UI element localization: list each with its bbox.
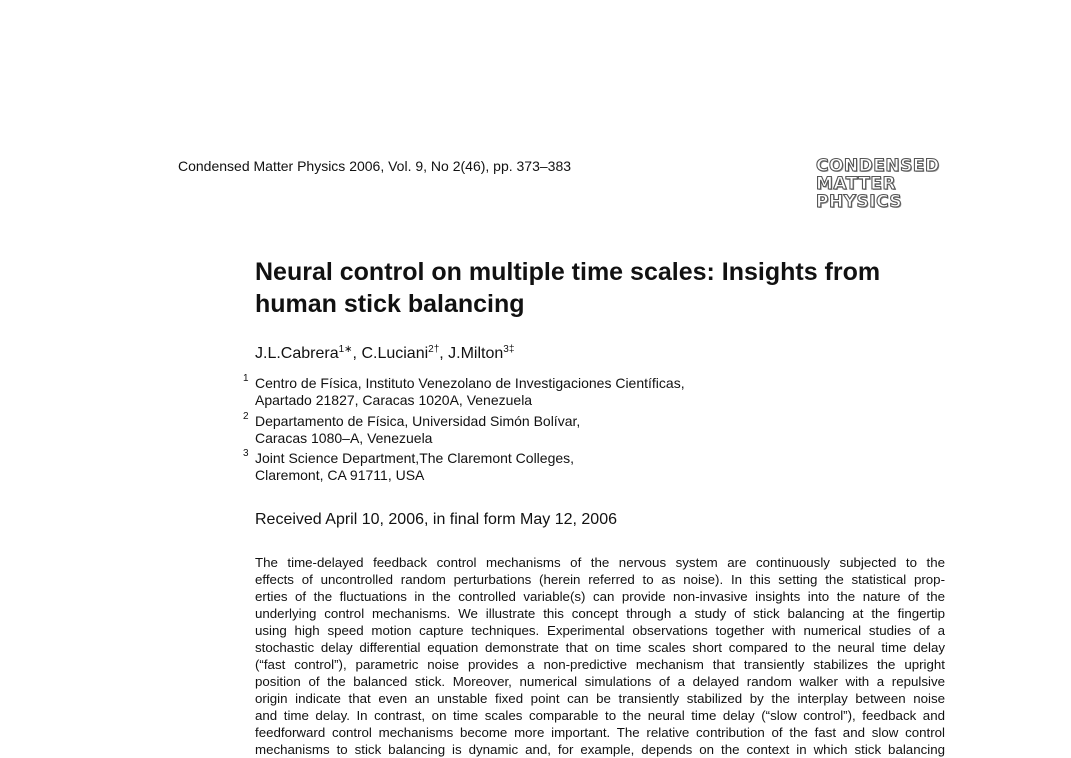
author-separator: , bbox=[439, 345, 449, 362]
affiliation-line: Centro de Física, Instituto Venezolano de Investigaciones Científicas, bbox=[255, 375, 685, 391]
author-separator: , bbox=[352, 345, 362, 362]
affiliation-number: 3 bbox=[243, 448, 249, 459]
author-name: C.Luciani bbox=[361, 345, 429, 362]
affiliation-line: Departamento de Física, Universidad Simón Bolívar, bbox=[255, 413, 581, 429]
abstract-line: position of the balanced stick. Moreover, numerical simulations of a delayed random walker with a repulsive bbox=[255, 674, 945, 689]
affiliation bbox=[243, 375, 685, 409]
author-affil-mark: 2† bbox=[428, 344, 440, 355]
title-line: Neural control on multiple time scales: Insights from bbox=[255, 258, 881, 286]
abstract-line: mechanisms to stick balancing is dynamic and, for example, depends on the context in which stick balancing bbox=[255, 742, 945, 757]
paper-title bbox=[255, 256, 955, 320]
author-affil-mark: 3‡ bbox=[503, 344, 515, 355]
title-line: human stick balancing bbox=[255, 290, 525, 318]
abstract-line: The time-delayed feedback control mechanisms of the nervous system are continuously subjected to the bbox=[255, 555, 945, 570]
logo-word: PHYSICS bbox=[816, 192, 903, 212]
abstract bbox=[255, 554, 945, 758]
affiliation-line: Apartado 21827, Caracas 1020A, Venezuela bbox=[255, 392, 533, 408]
affiliation bbox=[243, 450, 574, 484]
abstract-line: and time delay. In contrast, on time scales comparable to the neural time delay (“slow control”), feedback and bbox=[255, 708, 945, 723]
affiliation-number: 2 bbox=[243, 411, 249, 422]
abstract-line: underlying control mechanisms. We illustrate this concept through a study of stick balancing at the fingertip bbox=[255, 606, 945, 621]
logo-word: MATTER bbox=[816, 174, 897, 194]
abstract-line: (“fast control”), parametric noise provides a non-predictive mechanism that transiently stabilizes the upright bbox=[255, 657, 945, 672]
logo-word: CONDENSED bbox=[816, 156, 940, 176]
author-affil-mark: 1∗ bbox=[338, 344, 353, 355]
abstract-line: origin indicate that even an unstable fixed point can be transiently stabilized by the interplay between noise bbox=[255, 691, 945, 706]
abstract-line: effects of uncontrolled random perturbations (herein referred to as noise). In this setting the statistical prop- bbox=[255, 572, 945, 587]
journal-citation: Condensed Matter Physics 2006, Vol. 9, No 2(46), pp. 373–383 bbox=[178, 158, 572, 174]
abstract-line: feedforward control mechanisms become more important. The relative contribution of the fast and slow control bbox=[255, 725, 945, 740]
author-name: J.L.Cabrera bbox=[255, 345, 339, 362]
journal-logo bbox=[816, 157, 940, 211]
received-date: Received April 10, 2006, in final form May 12, 2006 bbox=[255, 511, 617, 528]
abstract-line: stochastic delay differential equation demonstrate that on time scales short compared to the neural time delay bbox=[255, 640, 945, 655]
abstract-line: erties of the fluctuations in the controlled variable(s) can provide non-invasive insights into the nature of the bbox=[255, 589, 945, 604]
affiliation bbox=[243, 413, 580, 447]
author-list bbox=[255, 344, 514, 364]
affiliation-number: 1 bbox=[243, 373, 249, 384]
abstract-line: using high speed motion capture techniques. Experimental observations together with numerical studies of a bbox=[255, 623, 945, 638]
affiliation-line: Claremont, CA 91711, USA bbox=[255, 467, 425, 483]
affiliation-line: Joint Science Department,The Claremont Colleges, bbox=[255, 450, 575, 466]
affiliation-line: Caracas 1080–A, Venezuela bbox=[255, 430, 433, 446]
author-name: J.Milton bbox=[448, 345, 504, 362]
